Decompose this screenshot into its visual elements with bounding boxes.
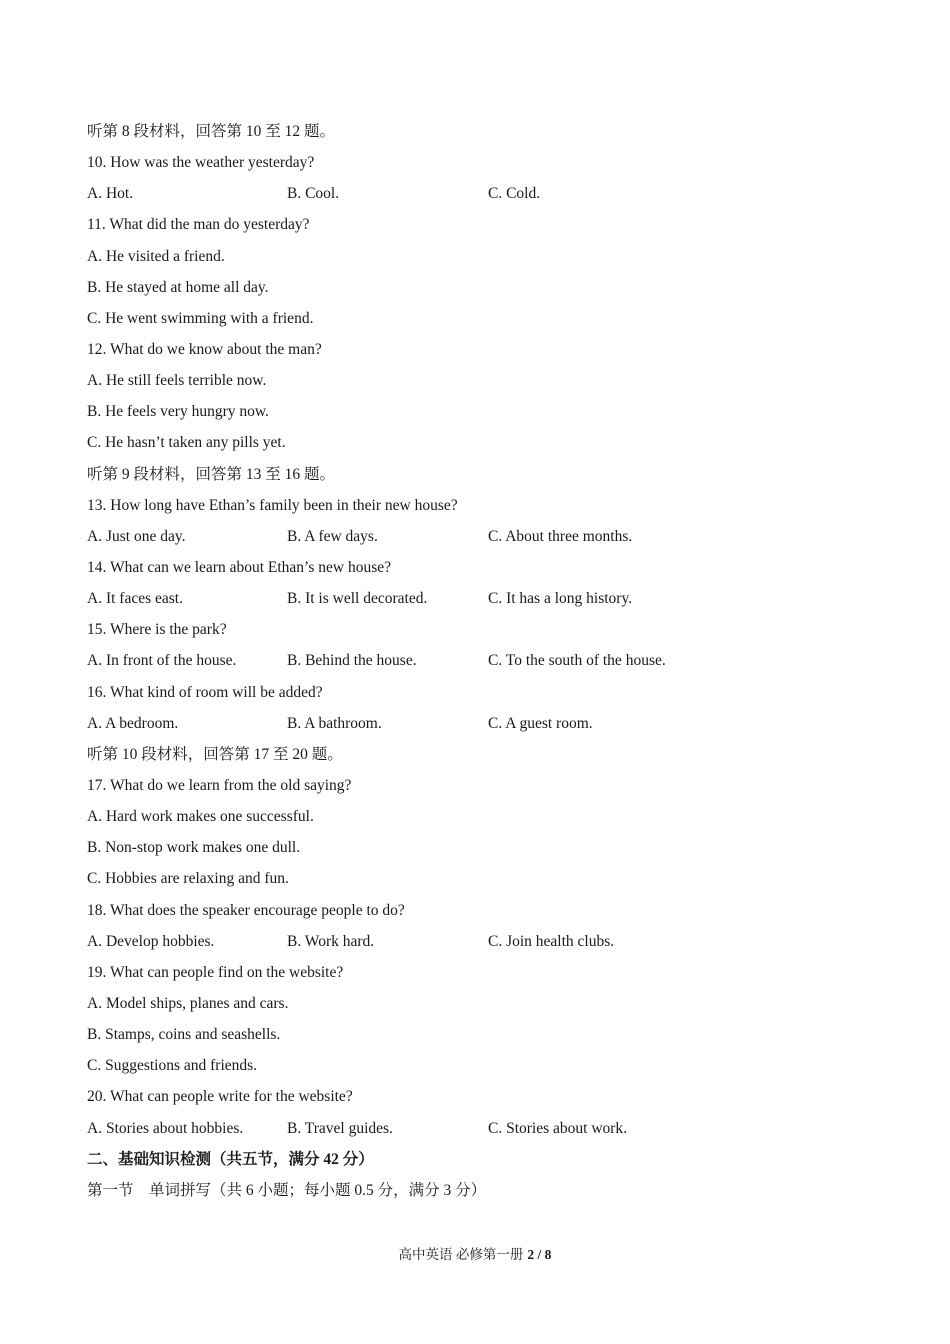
text-line: C. He went swimming with a friend. — [87, 309, 314, 327]
text-line: C. Suggestions and friends. — [87, 1057, 258, 1075]
text-line: B. He feels very hungry now. — [87, 403, 269, 421]
text-line: 19. What can people find on the website? — [87, 963, 344, 981]
answer-option: A. Develop hobbies. — [87, 932, 215, 950]
text-line: 听第 10 段材料，回答第 17 至 20 题。 — [87, 745, 343, 763]
options-row — [87, 583, 887, 614]
document-body — [87, 116, 887, 1206]
text-line: 听第 9 段材料，回答第 13 至 16 题。 — [87, 465, 336, 483]
text-line: 13. How long have Ethan’s family been in their new house? — [87, 496, 458, 514]
answer-option: C. Stories about work. — [488, 1119, 628, 1137]
answer-option: C. It has a long history. — [488, 590, 633, 608]
text-line: A. He still feels terrible now. — [87, 372, 267, 390]
answer-option: B. Work hard. — [287, 932, 375, 950]
text-line: 11. What did the man do yesterday? — [87, 216, 310, 234]
text-line: A. He visited a friend. — [87, 247, 225, 265]
text-line: 16. What kind of room will be added? — [87, 683, 323, 701]
text-line: B. Stamps, coins and seashells. — [87, 1026, 281, 1044]
options-row — [87, 178, 887, 209]
answer-option: A. A bedroom. — [87, 714, 179, 732]
answer-option: B. A bathroom. — [287, 714, 382, 732]
text-line: 20. What can people write for the website? — [87, 1088, 353, 1106]
answer-option: A. Hot. — [87, 185, 134, 203]
text-line: B. Non-stop work makes one dull. — [87, 839, 301, 857]
options-row — [87, 1113, 887, 1144]
section-heading: 二、基础知识检测（共五节，满分 42 分） — [87, 1150, 374, 1168]
text-line: 18. What does the speaker encourage people to do? — [87, 901, 405, 919]
answer-option: B. Behind the house. — [287, 652, 417, 670]
answer-option: C. A guest room. — [488, 714, 593, 732]
options-row — [87, 521, 887, 552]
options-row — [87, 645, 887, 676]
text-line: 听第 8 段材料，回答第 10 至 12 题。 — [87, 123, 336, 140]
text-line: B. He stayed at home all day. — [87, 278, 269, 296]
text-line: 17. What do we learn from the old saying? — [87, 776, 352, 794]
footer-title: 高中英语 必修第一册 — [398, 1247, 524, 1262]
answer-option: B. It is well decorated. — [287, 590, 428, 608]
answer-option: A. Stories about hobbies. — [87, 1119, 244, 1137]
text-line: A. Model ships, planes and cars. — [87, 994, 289, 1012]
page-number: 2 / 8 — [527, 1247, 552, 1262]
answer-option: C. Cold. — [488, 185, 541, 203]
options-row — [87, 708, 887, 739]
text-line: 12. What do we know about the man? — [87, 340, 322, 358]
text-line: 15. Where is the park? — [87, 621, 227, 639]
answer-option: B. Travel guides. — [287, 1119, 393, 1137]
answer-option: B. A few days. — [287, 527, 378, 545]
text-line: 10. How was the weather yesterday? — [87, 154, 315, 172]
answer-option: C. About three months. — [488, 527, 633, 545]
text-line: C. Hobbies are relaxing and fun. — [87, 870, 289, 888]
answer-option: A. It faces east. — [87, 590, 183, 608]
answer-option: C. Join health clubs. — [488, 932, 615, 950]
answer-option: A. In front of the house. — [87, 652, 237, 670]
answer-option: B. Cool. — [287, 185, 340, 203]
text-line: 第一节 单词拼写（共 6 小题；每小题 0.5 分，满分 3 分） — [87, 1181, 487, 1199]
text-line: 14. What can we learn about Ethan’s new house? — [87, 558, 392, 576]
answer-option: C. To the south of the house. — [488, 652, 666, 670]
text-line: C. He hasn’t taken any pills yet. — [87, 434, 286, 452]
options-row — [87, 926, 887, 957]
page-footer — [0, 1245, 950, 1265]
answer-option: A. Just one day. — [87, 527, 186, 545]
text-line: A. Hard work makes one successful. — [87, 808, 314, 826]
